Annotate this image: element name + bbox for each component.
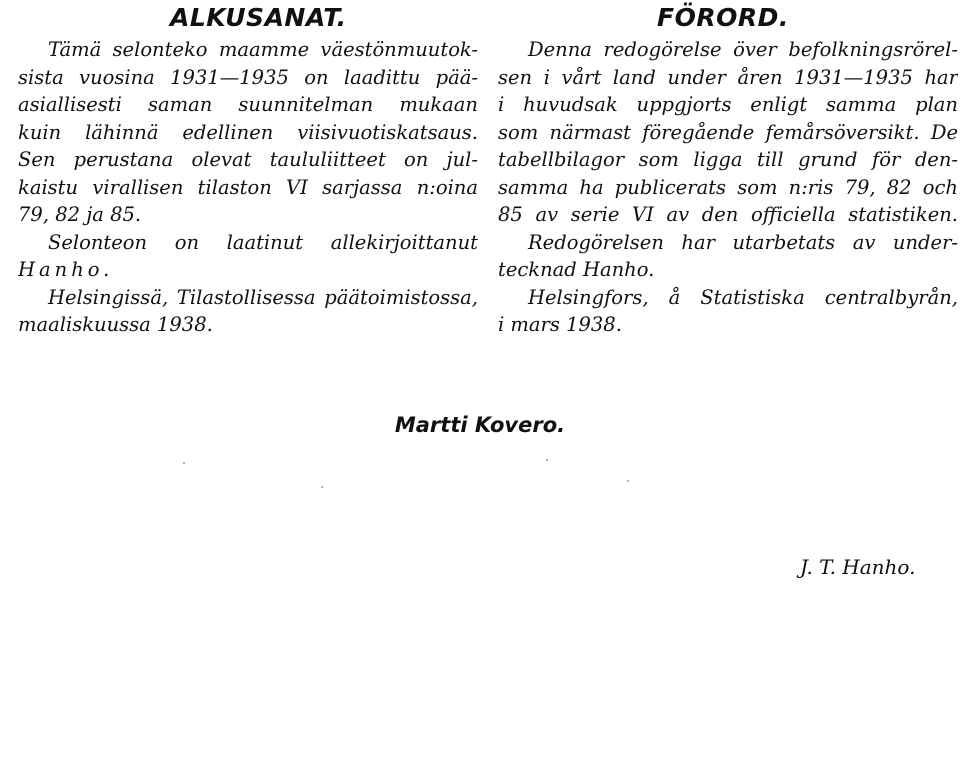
swedish-line-11: i mars 1938.: [498, 313, 622, 336]
finnish-line-7: 79, 82 ja 85.: [18, 203, 142, 226]
signature-hanho: J. T. Hanho.: [800, 555, 916, 579]
swedish-foreword: [498, 0, 958, 339]
finnish-line-2: sista vuosina 1931—1935 on laadittu pää-: [18, 65, 478, 89]
finnish-line-6: kaistu virallisen tilaston VI sarjassa n:oina: [18, 175, 478, 199]
signature-martti-kovero: Martti Kovero.: [394, 413, 566, 437]
swedish-line-6: samma ha publicerats som n:ris 79, 82 och: [498, 175, 958, 199]
finnish-line-10: Helsingissä, Tilastollisessa päätoimistossa,: [48, 285, 478, 309]
finnish-line-1: Tämä selonteko maamme väestönmuutok-: [48, 38, 478, 61]
finnish-heading: ALKUSANAT.: [170, 3, 347, 32]
finnish-line-3: asiallisesti saman suunnitelman mukaan: [18, 93, 478, 116]
swedish-heading: FÖRORD.: [657, 3, 789, 32]
swedish-line-5: tabellbilagor som ligga till grund för den-: [498, 148, 958, 171]
swedish-line-8: Redogörelsen har utarbetats av under-: [528, 230, 958, 254]
finnish-line-5: Sen perustana olevat taululiitteet on jul-: [18, 148, 478, 171]
finnish-line-8: Selonteon on laatinut allekirjoittanut: [48, 230, 478, 254]
swedish-line-2: sen i vårt land under åren 1931—1935 har: [498, 65, 958, 89]
swedish-line-9: tecknad Hanho.: [498, 258, 655, 281]
swedish-line-4: som närmast föregående femårsöversikt. De: [498, 120, 958, 144]
swedish-line-1: Denna redogörelse över befolkningsrörel-: [528, 38, 958, 61]
finnish-line-11: maaliskuussa 1938.: [18, 313, 213, 336]
scan-speck: [546, 459, 548, 461]
swedish-line-7: 85 av serie VI av den officiella statistiken.: [498, 203, 958, 226]
finnish-line-4: kuin lähinnä edellinen viisivuotiskatsaus.: [18, 120, 478, 144]
finnish-foreword: [18, 0, 478, 339]
scan-speck: [183, 462, 185, 464]
swedish-line-10: Helsingfors, å Statistiska centralbyrån,: [528, 285, 958, 309]
scan-speck: [627, 480, 629, 482]
finnish-line-9: Hanho.: [18, 258, 114, 281]
scan-speck: [321, 486, 323, 488]
swedish-line-3: i huvudsak uppgjorts enligt samma plan: [498, 93, 958, 116]
